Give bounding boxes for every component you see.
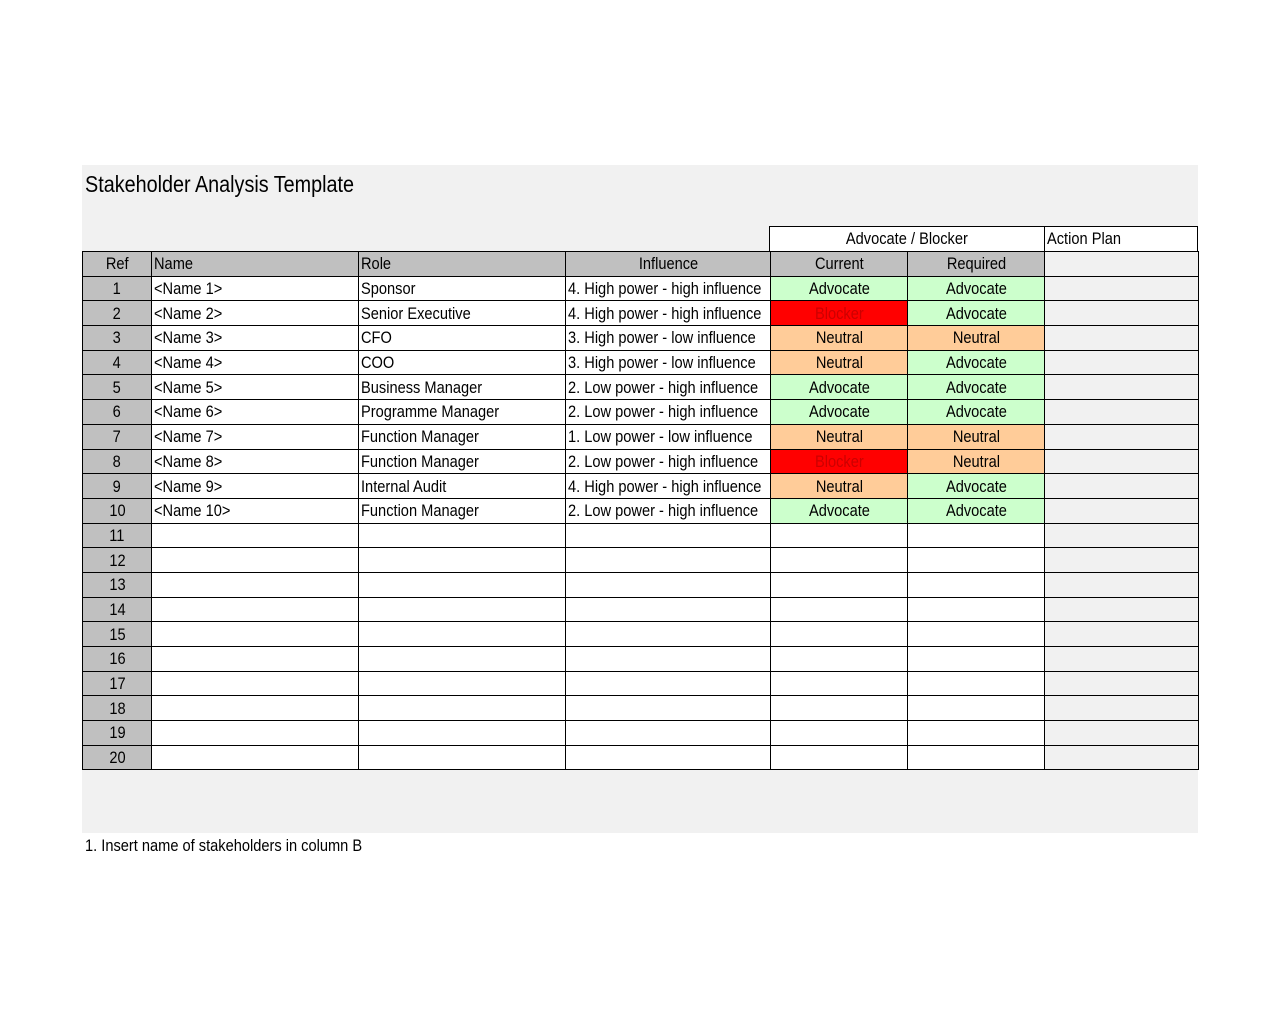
current-status-cell[interactable] xyxy=(771,523,908,548)
table-row xyxy=(83,647,1199,672)
action-plan-header[interactable] xyxy=(1044,226,1198,251)
name-cell[interactable] xyxy=(152,572,359,597)
current-status-cell[interactable] xyxy=(771,622,908,647)
required-status-cell[interactable]: Advocate xyxy=(908,474,1045,499)
influence-cell[interactable] xyxy=(566,671,771,696)
table-row xyxy=(83,721,1199,746)
table-row xyxy=(83,400,1199,425)
current-status-cell[interactable]: Neutral xyxy=(771,474,908,499)
name-cell[interactable] xyxy=(152,523,359,548)
required-status-cell[interactable] xyxy=(908,597,1045,622)
ref-cell[interactable]: 8 xyxy=(83,449,152,474)
action-plan-cell[interactable] xyxy=(1045,622,1199,647)
name-cell[interactable] xyxy=(152,696,359,721)
role-cell[interactable]: Function Manager xyxy=(359,498,566,523)
ref-cell[interactable]: 18 xyxy=(83,696,152,721)
footnote: 1. Insert name of stakeholders in column B xyxy=(85,836,363,855)
name-cell[interactable]: <Name 7> xyxy=(152,424,359,449)
required-status-cell[interactable] xyxy=(908,745,1045,770)
table-row xyxy=(83,375,1199,400)
ref-cell[interactable]: 4 xyxy=(83,350,152,375)
table-row xyxy=(83,350,1199,375)
table-row xyxy=(83,474,1199,499)
action-plan-cell[interactable] xyxy=(1045,647,1199,672)
ref-cell[interactable]: 7 xyxy=(83,424,152,449)
influence-cell[interactable] xyxy=(566,745,771,770)
current-status-cell[interactable]: Advocate xyxy=(771,498,908,523)
influence-cell[interactable]: 4. High power - high influence xyxy=(566,301,771,326)
influence-cell[interactable]: 3. High power - low influence xyxy=(566,350,771,375)
table-row xyxy=(83,548,1199,573)
role-cell[interactable] xyxy=(359,523,566,548)
ref-cell[interactable]: 15 xyxy=(83,622,152,647)
column-header-role[interactable]: Role xyxy=(359,252,566,277)
current-status-cell[interactable] xyxy=(771,696,908,721)
name-cell[interactable]: <Name 10> xyxy=(152,498,359,523)
current-status-cell[interactable] xyxy=(771,671,908,696)
name-cell[interactable] xyxy=(152,597,359,622)
table-row xyxy=(83,597,1199,622)
current-status-cell[interactable]: Blocker xyxy=(771,449,908,474)
column-header-name[interactable]: Name xyxy=(152,252,359,277)
table-row xyxy=(83,671,1199,696)
role-cell[interactable] xyxy=(359,572,566,597)
name-cell[interactable] xyxy=(152,647,359,672)
influence-cell[interactable]: 3. High power - low influence xyxy=(566,326,771,351)
current-status-cell[interactable]: Neutral xyxy=(771,350,908,375)
role-cell[interactable] xyxy=(359,647,566,672)
influence-cell[interactable]: 4. High power - high influence xyxy=(566,474,771,499)
table-row xyxy=(83,301,1199,326)
required-status-cell[interactable]: Advocate xyxy=(908,276,1045,301)
table-row xyxy=(83,745,1199,770)
name-cell[interactable]: <Name 2> xyxy=(152,301,359,326)
ref-cell[interactable]: 16 xyxy=(83,647,152,672)
action-plan-cell[interactable] xyxy=(1045,375,1199,400)
required-status-cell[interactable] xyxy=(908,721,1045,746)
table-row xyxy=(83,424,1199,449)
current-status-cell[interactable]: Blocker xyxy=(771,301,908,326)
name-cell[interactable] xyxy=(152,671,359,696)
current-status-cell[interactable] xyxy=(771,745,908,770)
current-status-cell[interactable]: Advocate xyxy=(771,375,908,400)
action-plan-cell[interactable] xyxy=(1045,424,1199,449)
influence-cell[interactable]: 4. High power - high influence xyxy=(566,276,771,301)
role-cell[interactable] xyxy=(359,622,566,647)
ref-cell[interactable]: 12 xyxy=(83,548,152,573)
table-row xyxy=(83,572,1199,597)
stakeholder-table xyxy=(82,251,1199,770)
action-plan-cell[interactable] xyxy=(1045,597,1199,622)
influence-cell[interactable]: 1. Low power - low influence xyxy=(566,424,771,449)
required-status-cell[interactable]: Neutral xyxy=(908,326,1045,351)
influence-cell[interactable]: 2. Low power - high influence xyxy=(566,449,771,474)
role-cell[interactable]: Programme Manager xyxy=(359,400,566,425)
action-plan-cell[interactable] xyxy=(1045,523,1199,548)
current-status-cell[interactable] xyxy=(771,597,908,622)
role-cell[interactable] xyxy=(359,696,566,721)
action-plan-cell[interactable] xyxy=(1045,301,1199,326)
role-cell[interactable]: Business Manager xyxy=(359,375,566,400)
required-status-cell[interactable]: Advocate xyxy=(908,498,1045,523)
ref-cell[interactable]: 9 xyxy=(83,474,152,499)
ref-cell[interactable]: 19 xyxy=(83,721,152,746)
action-plan-cell[interactable] xyxy=(1045,400,1199,425)
table-body xyxy=(83,276,1199,770)
action-plan-cell[interactable] xyxy=(1045,498,1199,523)
ref-cell[interactable]: 13 xyxy=(83,572,152,597)
influence-cell[interactable]: 2. Low power - high influence xyxy=(566,375,771,400)
influence-cell[interactable]: 2. Low power - high influence xyxy=(566,498,771,523)
name-cell[interactable] xyxy=(152,745,359,770)
action-plan-cell[interactable] xyxy=(1045,745,1199,770)
current-status-cell[interactable]: Neutral xyxy=(771,424,908,449)
current-status-cell[interactable]: Neutral xyxy=(771,326,908,351)
current-status-cell[interactable] xyxy=(771,647,908,672)
role-cell[interactable]: Internal Audit xyxy=(359,474,566,499)
name-cell[interactable]: <Name 1> xyxy=(152,276,359,301)
ref-cell[interactable]: 1 xyxy=(83,276,152,301)
table-row xyxy=(83,498,1199,523)
role-cell[interactable] xyxy=(359,597,566,622)
table-row xyxy=(83,326,1199,351)
table-row xyxy=(83,276,1199,301)
ref-cell[interactable]: 5 xyxy=(83,375,152,400)
advocate-blocker-label: Advocate / Blocker xyxy=(846,229,968,248)
table-row xyxy=(83,449,1199,474)
name-cell[interactable]: <Name 8> xyxy=(152,449,359,474)
role-cell[interactable]: CFO xyxy=(359,326,566,351)
required-status-cell[interactable] xyxy=(908,523,1045,548)
required-status-cell[interactable]: Neutral xyxy=(908,424,1045,449)
influence-cell[interactable] xyxy=(566,572,771,597)
influence-cell[interactable] xyxy=(566,597,771,622)
action-plan-cell[interactable] xyxy=(1045,721,1199,746)
required-status-cell[interactable]: Advocate xyxy=(908,350,1045,375)
column-header-ref[interactable]: Ref xyxy=(83,252,152,277)
action-plan-cell[interactable] xyxy=(1045,474,1199,499)
action-plan-cell[interactable] xyxy=(1045,449,1199,474)
name-cell[interactable]: <Name 9> xyxy=(152,474,359,499)
influence-cell[interactable] xyxy=(566,523,771,548)
ref-cell[interactable]: 11 xyxy=(83,523,152,548)
role-cell[interactable]: Function Manager xyxy=(359,424,566,449)
action-plan-cell[interactable] xyxy=(1045,572,1199,597)
action-plan-label: Action Plan xyxy=(1047,229,1121,248)
action-plan-cell[interactable] xyxy=(1045,326,1199,351)
ref-cell[interactable]: 17 xyxy=(83,671,152,696)
ref-cell[interactable]: 6 xyxy=(83,400,152,425)
role-cell[interactable]: Function Manager xyxy=(359,449,566,474)
action-plan-cell[interactable] xyxy=(1045,548,1199,573)
advocate-blocker-group-header[interactable] xyxy=(769,226,1045,251)
name-cell[interactable] xyxy=(152,721,359,746)
ref-cell[interactable]: 14 xyxy=(83,597,152,622)
name-cell[interactable]: <Name 6> xyxy=(152,400,359,425)
name-cell[interactable] xyxy=(152,548,359,573)
required-status-cell[interactable]: Advocate xyxy=(908,400,1045,425)
current-status-cell[interactable]: Advocate xyxy=(771,400,908,425)
required-status-cell[interactable] xyxy=(908,548,1045,573)
table-row xyxy=(83,523,1199,548)
column-header-action-plan[interactable] xyxy=(1045,252,1199,277)
influence-cell[interactable] xyxy=(566,548,771,573)
page-title: Stakeholder Analysis Template xyxy=(85,171,355,197)
action-plan-cell[interactable] xyxy=(1045,671,1199,696)
influence-cell[interactable]: 2. Low power - high influence xyxy=(566,400,771,425)
current-status-cell[interactable] xyxy=(771,572,908,597)
role-cell[interactable] xyxy=(359,745,566,770)
column-header-current[interactable]: Current xyxy=(771,252,908,277)
ref-cell[interactable]: 10 xyxy=(83,498,152,523)
ref-cell[interactable]: 3 xyxy=(83,326,152,351)
name-cell[interactable] xyxy=(152,622,359,647)
role-cell[interactable]: COO xyxy=(359,350,566,375)
influence-cell[interactable] xyxy=(566,647,771,672)
required-status-cell[interactable] xyxy=(908,696,1045,721)
role-cell[interactable] xyxy=(359,548,566,573)
role-cell[interactable] xyxy=(359,721,566,746)
required-status-cell[interactable] xyxy=(908,647,1045,672)
role-cell[interactable] xyxy=(359,671,566,696)
action-plan-cell[interactable] xyxy=(1045,350,1199,375)
ref-cell[interactable]: 20 xyxy=(83,745,152,770)
action-plan-cell[interactable] xyxy=(1045,696,1199,721)
influence-cell[interactable] xyxy=(566,622,771,647)
column-header-influence[interactable]: Influence xyxy=(566,252,771,277)
current-status-cell[interactable] xyxy=(771,721,908,746)
current-status-cell[interactable]: Advocate xyxy=(771,276,908,301)
role-cell[interactable]: Senior Executive xyxy=(359,301,566,326)
name-cell[interactable]: <Name 3> xyxy=(152,326,359,351)
action-plan-cell[interactable] xyxy=(1045,276,1199,301)
required-status-cell[interactable] xyxy=(908,622,1045,647)
header-row xyxy=(83,252,1199,277)
required-status-cell[interactable]: Advocate xyxy=(908,301,1045,326)
required-status-cell[interactable]: Advocate xyxy=(908,375,1045,400)
ref-cell[interactable]: 2 xyxy=(83,301,152,326)
required-status-cell[interactable] xyxy=(908,572,1045,597)
role-cell[interactable]: Sponsor xyxy=(359,276,566,301)
column-header-required[interactable]: Required xyxy=(908,252,1045,277)
name-cell[interactable]: <Name 4> xyxy=(152,350,359,375)
influence-cell[interactable] xyxy=(566,721,771,746)
table-row xyxy=(83,696,1199,721)
current-status-cell[interactable] xyxy=(771,548,908,573)
required-status-cell[interactable] xyxy=(908,671,1045,696)
influence-cell[interactable] xyxy=(566,696,771,721)
required-status-cell[interactable]: Neutral xyxy=(908,449,1045,474)
table-row xyxy=(83,622,1199,647)
name-cell[interactable]: <Name 5> xyxy=(152,375,359,400)
